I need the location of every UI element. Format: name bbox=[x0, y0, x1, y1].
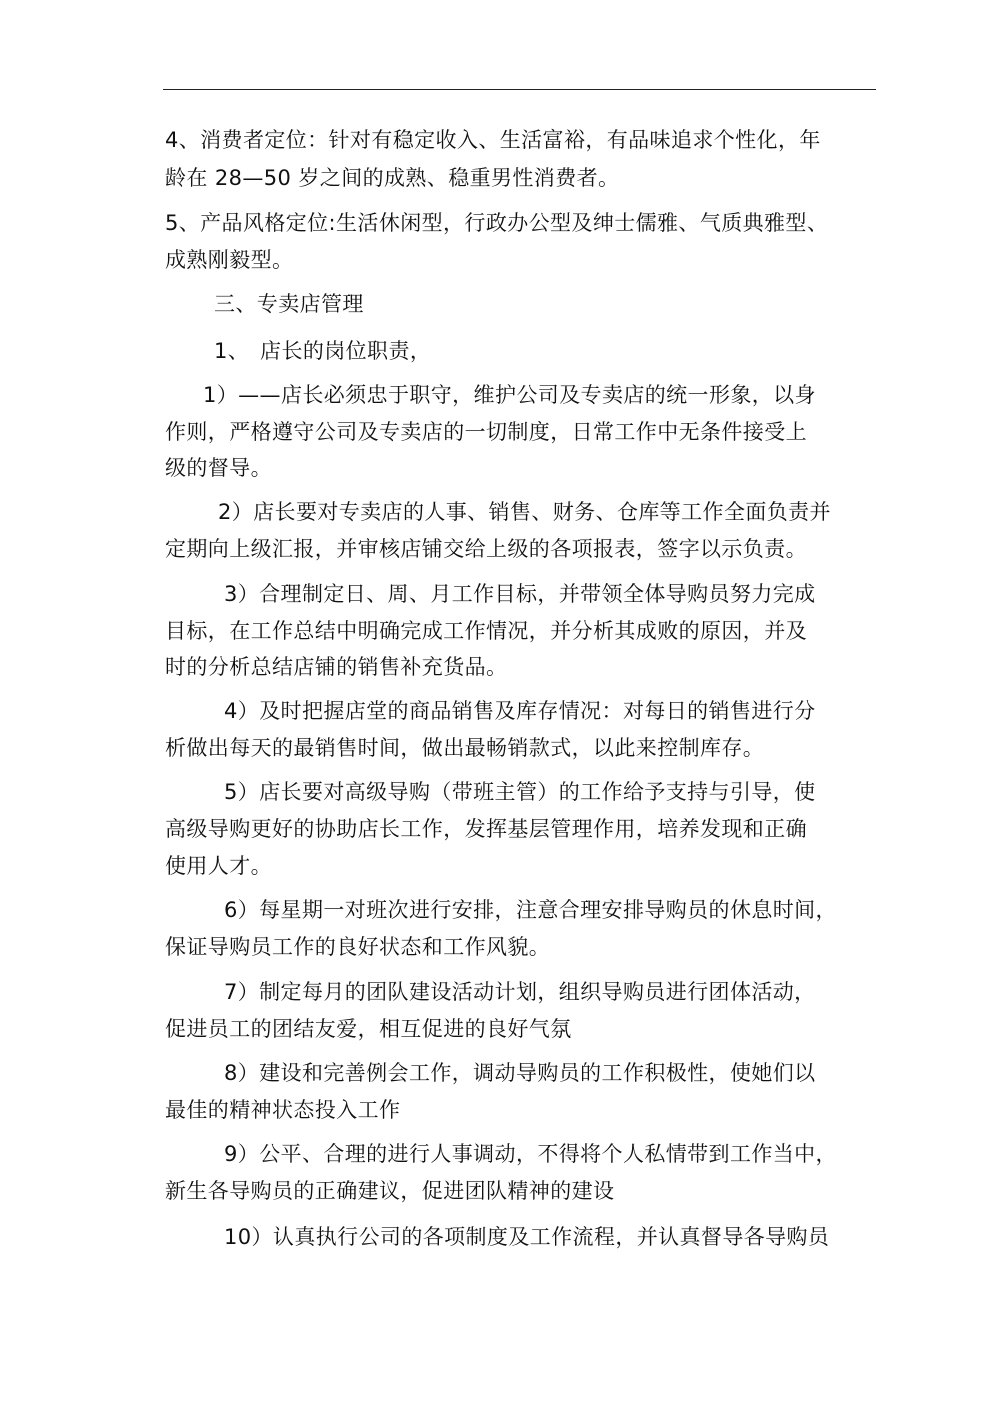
text-line: 析做出每天的最销售时间，做出最畅销款式，以此来控制库存。 bbox=[165, 736, 765, 760]
text-line: 最佳的精神状态投入工作 bbox=[165, 1098, 401, 1122]
text-line: 7）制定每月的团队建设活动计划，组织导购员进行团体活动， bbox=[224, 980, 816, 1004]
text-line: 时的分析总结店铺的销售补充货品。 bbox=[165, 655, 508, 679]
header-rule bbox=[163, 89, 876, 90]
text-line: 使用人才。 bbox=[165, 854, 272, 878]
text-line: 级的督导。 bbox=[165, 456, 272, 480]
text-line: 1）——店长必须忠于职守，维护公司及专卖店的统一形象，以身 bbox=[203, 383, 816, 407]
section-heading: 三、专卖店管理 bbox=[214, 292, 364, 316]
text-line: 5、产品风格定位:生活休闲型，行政办公型及绅士儒雅、气质典雅型、 bbox=[165, 211, 829, 235]
text-line: 作则，严格遵守公司及专卖店的一切制度，日常工作中无条件接受上 bbox=[165, 420, 807, 444]
text-line: 9）公平、合理的进行人事调动，不得将个人私情带到工作当中， bbox=[224, 1142, 837, 1166]
text-line: 龄在 28—50 岁之间的成熟、稳重男性消费者。 bbox=[165, 166, 620, 190]
text-line: 目标，在工作总结中明确完成工作情况，并分析其成败的原因，并及 bbox=[165, 619, 807, 643]
text-line: 高级导购更好的协助店长工作，发挥基层管理作用，培养发现和正确 bbox=[165, 817, 807, 841]
text-line: 6）每星期一对班次进行安排，注意合理安排导购员的休息时间， bbox=[224, 898, 837, 922]
text-line: 4）及时把握店堂的商品销售及库存情况：对每日的销售进行分 bbox=[224, 699, 816, 723]
text-line: 2）店长要对专卖店的人事、销售、财务、仓库等工作全面负责并 bbox=[218, 500, 831, 524]
text-line: 10）认真执行公司的各项制度及工作流程，并认真督导各导购员 bbox=[224, 1225, 830, 1249]
text-line: 4、消费者定位：针对有稳定收入、生活富裕，有品味追求个性化，年 bbox=[165, 128, 821, 152]
text-line: 5）店长要对高级导购（带班主管）的工作给予支持与引导，使 bbox=[224, 780, 816, 804]
text-line: 成熟刚毅型。 bbox=[165, 248, 294, 272]
text-line: 定期向上级汇报，并审核店铺交给上级的各项报表，签字以示负责。 bbox=[165, 537, 807, 561]
text-line: 3）合理制定日、周、月工作目标，并带领全体导购员努力完成 bbox=[224, 582, 816, 606]
text-line: 保证导购员工作的良好状态和工作风貌。 bbox=[165, 935, 551, 959]
text-line: 8）建设和完善例会工作，调动导购员的工作积极性，使她们以 bbox=[224, 1061, 816, 1085]
text-line: 促进员工的团结友爱，相互促进的良好气氛 bbox=[165, 1017, 572, 1041]
subsection-heading: 1、 店长的岗位职责， bbox=[214, 339, 432, 363]
text-line: 新生各导购员的正确建议，促进团队精神的建设 bbox=[165, 1179, 615, 1203]
